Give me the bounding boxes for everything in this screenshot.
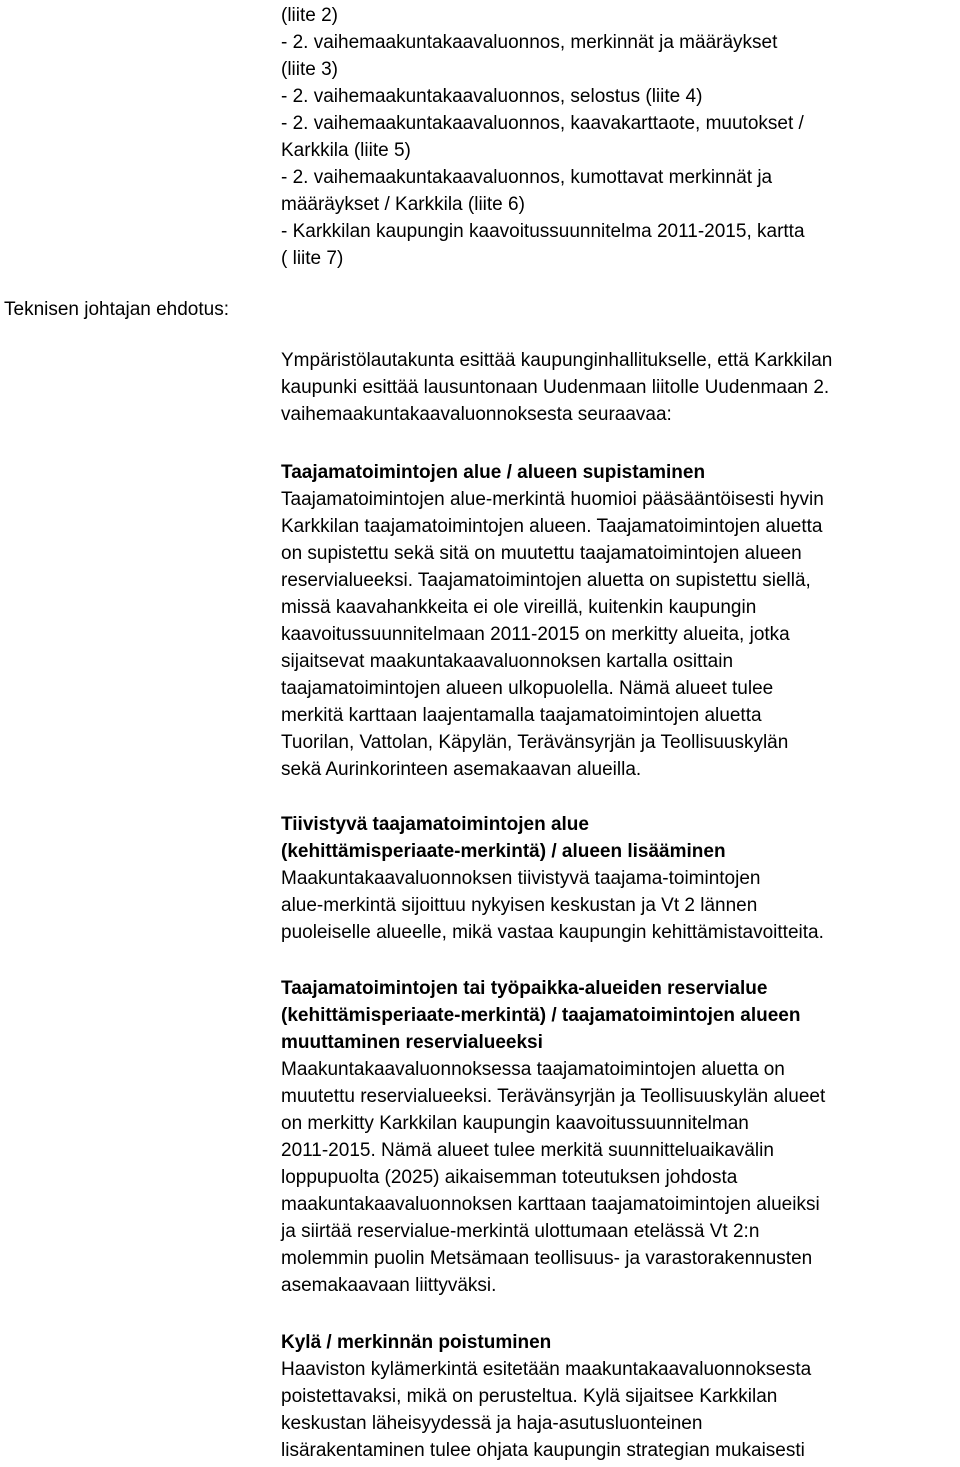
attachment-line: ( liite 7) <box>281 248 344 269</box>
proposal-intro <box>281 347 957 428</box>
section-body-line: on supistettu sekä sitä on muutettu taajamatoimintojen alueen <box>281 543 802 564</box>
proposal-line: kaupunki esittää lausuntonaan Uudenmaan liitolle Uudenmaan 2. <box>281 377 830 398</box>
attachment-line: määräykset / Karkkila (liite 6) <box>281 194 525 215</box>
section-body-line: on merkitty Karkkilan kaupungin kaavoitussuunnitelman <box>281 1113 749 1134</box>
proposal-line: Ympäristölautakunta esittää kaupunginhallitukselle, että Karkkilan <box>281 350 833 371</box>
section-body-line: molemmin puolin Metsämaan teollisuus- ja varastorakennusten <box>281 1248 813 1269</box>
section-body-line: poistettavaksi, mikä on perusteltua. Kylä sijaitsee Karkkilan <box>281 1386 778 1407</box>
section-body-line: 2011-2015. Nämä alueet tulee merkitä suunnitteluaikavälin <box>281 1140 774 1161</box>
section-reserve-area <box>281 975 957 1299</box>
section-body-line: merkitä karttaan laajentamalla taajamatoimintojen aluetta <box>281 705 762 726</box>
section-heading: Tiivistyvä taajamatoimintojen alue <box>281 814 589 835</box>
attachment-line: - 2. vaihemaakuntakaavaluonnos, selostus (liite 4) <box>281 86 703 107</box>
section-body-line: keskustan läheisyydessä ja haja-asutusluonteinen <box>281 1413 703 1434</box>
section-heading: (kehittämisperiaate-merkintä) / taajamatoimintojen alueen <box>281 1005 801 1026</box>
attachment-line: Karkkila (liite 5) <box>281 140 411 161</box>
section-body-line: Maakuntakaavaluonnoksessa taajamatoimintojen aluetta on <box>281 1059 785 1080</box>
attachment-line: (liite 3) <box>281 59 339 80</box>
section-body-line: asemakaavaan liittyväksi. <box>281 1275 497 1296</box>
attachment-line: - 2. vaihemaakuntakaavaluonnos, kaavakarttaote, muutokset / <box>281 113 804 134</box>
section-body-line: taajamatoimintojen alueen ulkopuolella. Nämä alueet tulee <box>281 678 774 699</box>
section-heading: Taajamatoimintojen tai työpaikka-alueiden reservialue <box>281 978 768 999</box>
section-body-line: alue-merkintä sijoittuu nykyisen keskustan ja Vt 2 lännen <box>281 895 758 916</box>
proposal-line: vaihemaakuntakaavaluonnoksesta seuraavaa: <box>281 404 672 425</box>
section-body-line: ja siirtää reservialue-merkintä ulottumaan etelässä Vt 2:n <box>281 1221 760 1242</box>
section-village-removal <box>281 1329 957 1464</box>
section-body-line: lisärakentaminen tulee ohjata kaupungin strategian mukaisesti <box>281 1440 805 1461</box>
section-body-line: kaavoitussuunnitelmaan 2011-2015 on merkitty alueita, jotka <box>281 624 790 645</box>
section-body-line: Tuorilan, Vattolan, Käpylän, Terävänsyrjän ja Teollisuuskylän <box>281 732 789 753</box>
section-body-line: puoleiselle alueelle, mikä vastaa kaupungin kehittämistavoitteita. <box>281 922 824 943</box>
section-body-line: maakuntakaavaluonnoksen karttaan taajamatoimintojen alueiksi <box>281 1194 820 1215</box>
section-body-line: muutettu reservialueeksi. Terävänsyrjän ja Teollisuuskylän alueet <box>281 1086 826 1107</box>
section-body-line: Haaviston kylämerkintä esitetään maakuntakaavaluonnoksesta <box>281 1359 812 1380</box>
attachment-line: - Karkkilan kaupungin kaavoitussuunnitelma 2011-2015, kartta <box>281 221 805 242</box>
attachment-line: - 2. vaihemaakuntakaavaluonnos, kumottavat merkinnät ja <box>281 167 773 188</box>
attachments-list <box>281 2 953 272</box>
section-densifying-area <box>281 811 957 946</box>
section-heading: (kehittämisperiaate-merkintä) / alueen lisääminen <box>281 841 726 862</box>
section-body-line: reservialueeksi. Taajamatoimintojen aluetta on supistettu siellä, <box>281 570 811 591</box>
section-body-line: Karkkilan taajamatoimintojen alueen. Taajamatoimintojen aluetta <box>281 516 823 537</box>
section-body-line: missä kaavahankkeita ei ole vireillä, kuitenkin kaupungin <box>281 597 757 618</box>
attachment-line: - 2. vaihemaakuntakaavaluonnos, merkinnät ja määräykset <box>281 32 778 53</box>
section-urban-area-reduction <box>281 459 957 783</box>
section-body-line: sekä Aurinkorinteen asemakaavan alueilla. <box>281 759 642 780</box>
section-body-line: loppupuolta (2025) aikaisemman toteutuksen johdosta <box>281 1167 738 1188</box>
proposer-label: Teknisen johtajan ehdotus: <box>4 299 229 320</box>
section-heading: muuttaminen reservialueeksi <box>281 1032 543 1053</box>
section-body-line: Maakuntakaavaluonnoksen tiivistyvä taajama-toimintojen <box>281 868 761 889</box>
section-body-line: Taajamatoimintojen alue-merkintä huomioi pääsääntöisesti hyvin <box>281 489 824 510</box>
section-body-line: sijaitsevat maakuntakaavaluonnoksen kartalla osittain <box>281 651 734 672</box>
section-heading: Kylä / merkinnän poistuminen <box>281 1332 552 1353</box>
section-heading: Taajamatoimintojen alue / alueen supistaminen <box>281 462 706 483</box>
attachment-line: (liite 2) <box>281 5 339 26</box>
